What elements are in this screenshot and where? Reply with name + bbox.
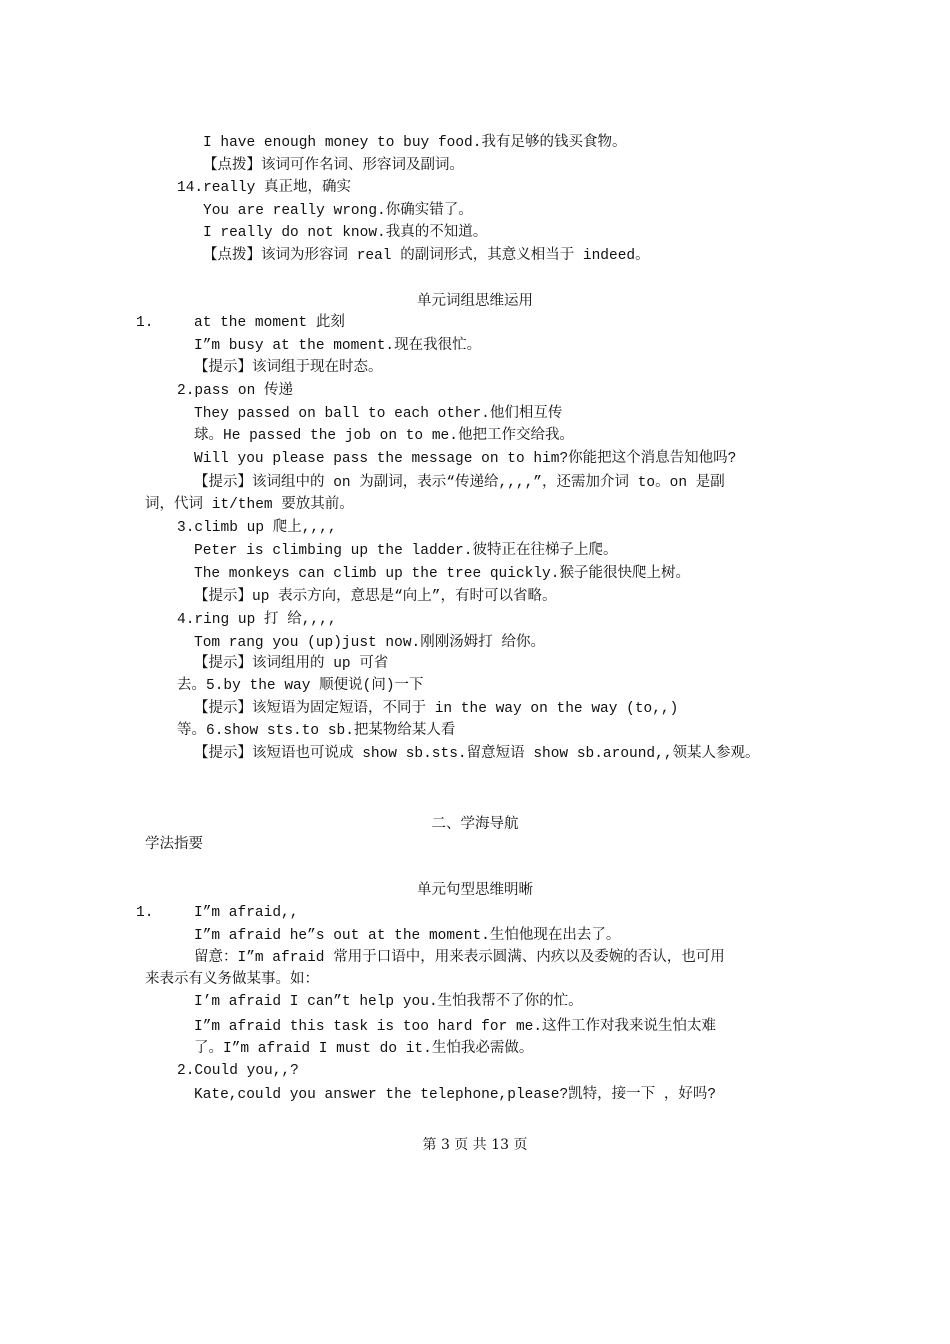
- example-sentence: I’m afraid I can”t help you.生怕我帮不了你的忙。: [194, 994, 583, 1010]
- list-number: 1.: [136, 905, 154, 921]
- example-sentence: You are really wrong.你确实错了。: [203, 203, 473, 219]
- tip-note: 【提示】该词组于现在时态。: [194, 360, 383, 376]
- pattern-heading: 2.Could you,,?: [177, 1063, 299, 1079]
- list-number: 1.: [136, 315, 154, 331]
- example-sentence: The monkeys can climb up the tree quickly.猴子能很快爬上树。: [194, 566, 690, 582]
- note-text: 留意：I”m afraid 常用于口语中，用来表示圆满、内疚以及委婉的否认，也可用: [194, 950, 725, 966]
- example-sentence: I”m afraid this task is too hard for me.这件工作对我来说生怕太难: [194, 1019, 717, 1035]
- section-title: 单元句型思维明晰: [417, 882, 533, 898]
- tip-note: 【点拨】该词为形容词 real 的副词形式，其意义相当于 indeed。: [203, 248, 650, 264]
- phrase-heading: 4.ring up 打 给,,,,: [177, 612, 337, 628]
- subsection-title: 学法指要: [145, 837, 203, 853]
- vocab-heading: 14.really 真正地，确实: [177, 180, 352, 196]
- tip-note: 【提示】该短语也可说成 show sb.sts.留意短语 show sb.around,,领某人参观。: [194, 746, 760, 762]
- tip-note: 【提示】up 表示方向，意思是“向上”，有时可以省略。: [194, 589, 557, 605]
- phrase-heading: 等。6.show sts.to sb.把某物给某人看: [177, 723, 456, 739]
- example-sentence: 了。I”m afraid I must do it.生怕我必需做。: [194, 1041, 534, 1057]
- tip-note-continued: 词，代词 it/them 要放其前。: [145, 497, 354, 513]
- example-sentence: 球。He passed the job on to me.他把工作交给我。: [194, 428, 574, 444]
- phrase-heading: 3.climb up 爬上,,,,: [177, 520, 337, 536]
- example-sentence: They passed on ball to each other.他们相互传: [194, 406, 563, 422]
- example-sentence: Peter is climbing up the ladder.彼特正在往梯子上爬。: [194, 543, 618, 559]
- phrase-heading: at the moment 此刻: [194, 315, 345, 331]
- example-sentence: Will you please pass the message on to him?你能把这个消息告知他吗?: [194, 451, 737, 467]
- section-title: 单元词组思维运用: [417, 293, 533, 309]
- tip-note: 【提示】该词组中的 on 为副词，表示“传递给,,,,”，还需加介词 to。on 是副: [194, 475, 725, 491]
- note-text-continued: 来表示有义务做某事。如：: [145, 972, 319, 988]
- phrase-heading: 2.pass on 传递: [177, 383, 294, 399]
- example-sentence: I really do not know.我真的不知道。: [203, 225, 488, 241]
- chapter-title: 二、学海导航: [431, 816, 519, 832]
- example-sentence: I have enough money to buy food.我有足够的钱买食物。: [203, 135, 627, 151]
- page-footer: 第 3 页 共 13 页: [422, 1137, 528, 1153]
- example-sentence: I”m afraid he”s out at the moment.生怕他现在出去了。: [194, 928, 621, 944]
- tip-note: 【点拨】该词可作名词、形容词及副词。: [203, 158, 464, 174]
- phrase-heading: 去。5.by the way 顺便说(问)一下: [177, 678, 424, 694]
- tip-note: 【提示】该词组用的 up 可省: [194, 656, 389, 672]
- example-sentence: I”m busy at the moment.现在我很忙。: [194, 338, 482, 354]
- example-sentence: Tom rang you (up)just now.刚刚汤姆打 给你。: [194, 635, 545, 651]
- tip-note: 【提示】该短语为固定短语，不同于 in the way on the way (to,,): [194, 701, 679, 717]
- pattern-heading: I”m afraid,,: [194, 905, 299, 921]
- example-sentence: Kate,could you answer the telephone,please?凯特，接一下 ，好吗?: [194, 1087, 717, 1103]
